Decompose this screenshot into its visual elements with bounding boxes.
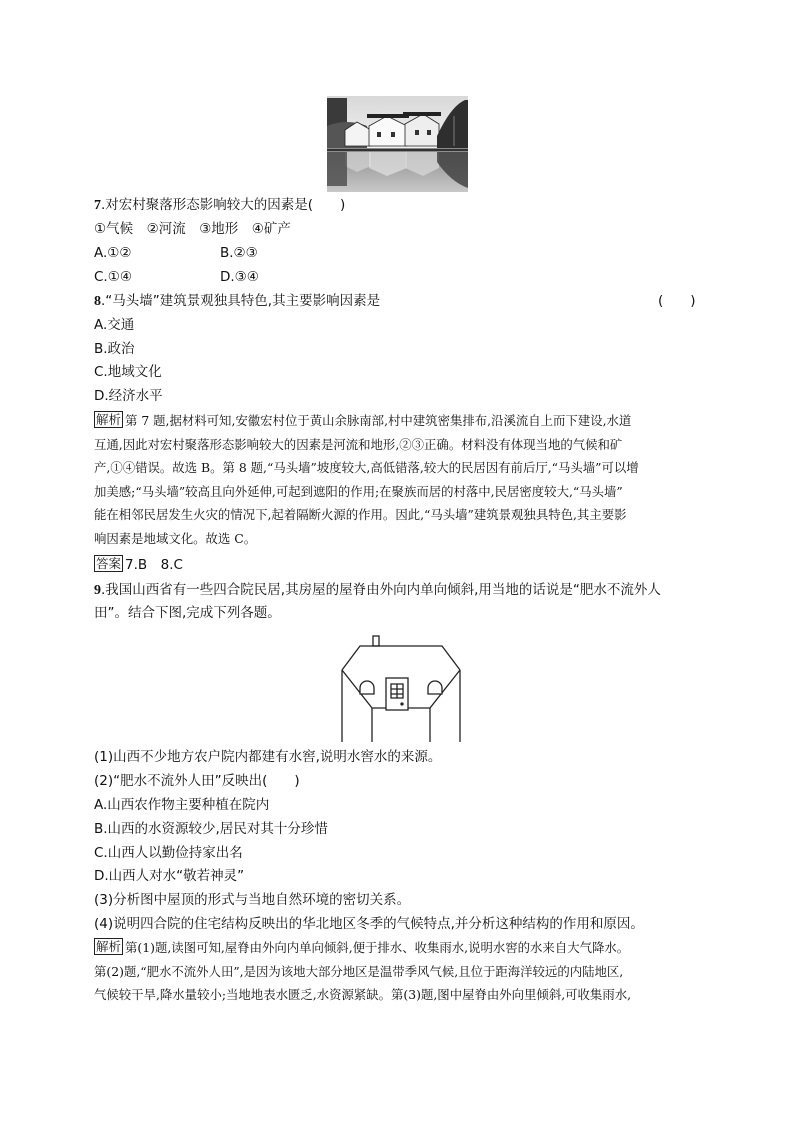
q8-option-b: B.政治 bbox=[94, 341, 135, 357]
analysis-line: 解析 第(1)题,读图可知,屋脊由外向内单向倾斜,便于排水、收集雨水,说明水窖的水来自大气降水。 bbox=[96, 939, 630, 955]
q7-option-d: D.③④ bbox=[220, 269, 259, 285]
analysis-line: 响因素是地域文化。故选 C。 bbox=[94, 530, 257, 546]
answer-line: 答案 7.B 8.C bbox=[96, 556, 183, 573]
q9-option-a: A.山西农作物主要种植在院内 bbox=[94, 797, 270, 813]
q9-option-d: D.山西人对水“敬若神灵” bbox=[94, 868, 245, 884]
analysis-tag: 解析 bbox=[96, 939, 122, 954]
analysis-tag: 解析 bbox=[96, 412, 122, 427]
q7-option-b: B.②③ bbox=[220, 245, 258, 261]
q8-stem: 8.“马头墙”建筑景观独具特色,其主要影响因素是 bbox=[94, 293, 381, 309]
analysis-line: 能在相邻民居发生火灾的情况下,起着隔断火源的作用。因此,“马头墙”建筑景观独具特色,其主要影 bbox=[94, 507, 627, 523]
q9-stem: 9.我国山西省有一些四合院民居,其房屋的屋脊由外向内单向倾斜,用当地的话说是“肥水不流外人 bbox=[94, 582, 661, 598]
siheyuan-courtyard-diagram bbox=[340, 634, 462, 744]
analysis-9 bbox=[94, 936, 631, 1007]
q7-option-c: C.①④ bbox=[94, 269, 132, 285]
q9-sub2: (2)“肥水不流外人田”反映出( ) bbox=[94, 773, 300, 789]
q9-option-b: B.山西的水资源较少,居民对其十分珍惜 bbox=[94, 821, 328, 837]
q8-option-a: A.交通 bbox=[94, 317, 135, 333]
analysis-line: 加美感;“马头墙”较高且向外延伸,可起到遮阳的作用;在聚族而居的村落中,民居密度较大,“马头墙” bbox=[94, 483, 623, 499]
q8-option-c: C.地域文化 bbox=[94, 364, 162, 380]
analysis-line: 气候较干旱,降水量较小;当地地表水匮乏,水资源紧缺。第(3)题,图中屋脊由外向里倾斜,可收集雨水, bbox=[94, 987, 632, 1003]
q7-items: ①气候 ②河流 ③地形 ④矿产 bbox=[94, 221, 291, 237]
q8-option-d: D.经济水平 bbox=[94, 388, 163, 404]
analysis-line: 产,①④错误。故选 B。第 8 题,“马头墙”坡度较大,高低错落,较大的民居因有前后厅,“马头墙”可以增 bbox=[94, 460, 639, 476]
analysis-7-8 bbox=[94, 409, 639, 551]
q9-sub4: (4)说明四合院的住宅结构反映出的华北地区冬季的气候特点,并分析这种结构的作用和原因。 bbox=[94, 916, 644, 932]
q9-option-c: C.山西人以勤俭持家出名 bbox=[94, 845, 243, 861]
q9-sub3: (3)分析图中屋顶的形式与当地自然环境的密切关系。 bbox=[94, 892, 411, 908]
q9-stem-cont: 田”。结合下图,完成下列各题。 bbox=[94, 605, 281, 621]
analysis-line: 解析 第 7 题,据材料可知,安徽宏村位于黄山余脉南部,村中建筑密集排布,沿溪流自上而下建设,水道 bbox=[96, 412, 632, 428]
hongcun-village-photo bbox=[327, 96, 468, 192]
answer-tag: 答案 bbox=[96, 556, 122, 571]
analysis-line: 互通,因此对宏村聚落形态影响较大的因素是河流和地形,②③正确。材料没有体现当地的气候和矿 bbox=[94, 436, 623, 452]
q8-answer-paren: ( ) bbox=[658, 293, 696, 309]
analysis-line: 第(2)题,“肥水不流外人田”,是因为该地大部分地区是温带季风气候,且位于距海洋较远的内陆地区, bbox=[94, 963, 624, 979]
q7-stem: 7.对宏村聚落形态影响较大的因素是( ) bbox=[94, 197, 346, 213]
q9-sub1: (1)山西不少地方农户院内都建有水窖,说明水窖水的来源。 bbox=[94, 749, 442, 765]
q7-option-a: A.①② bbox=[94, 245, 132, 261]
